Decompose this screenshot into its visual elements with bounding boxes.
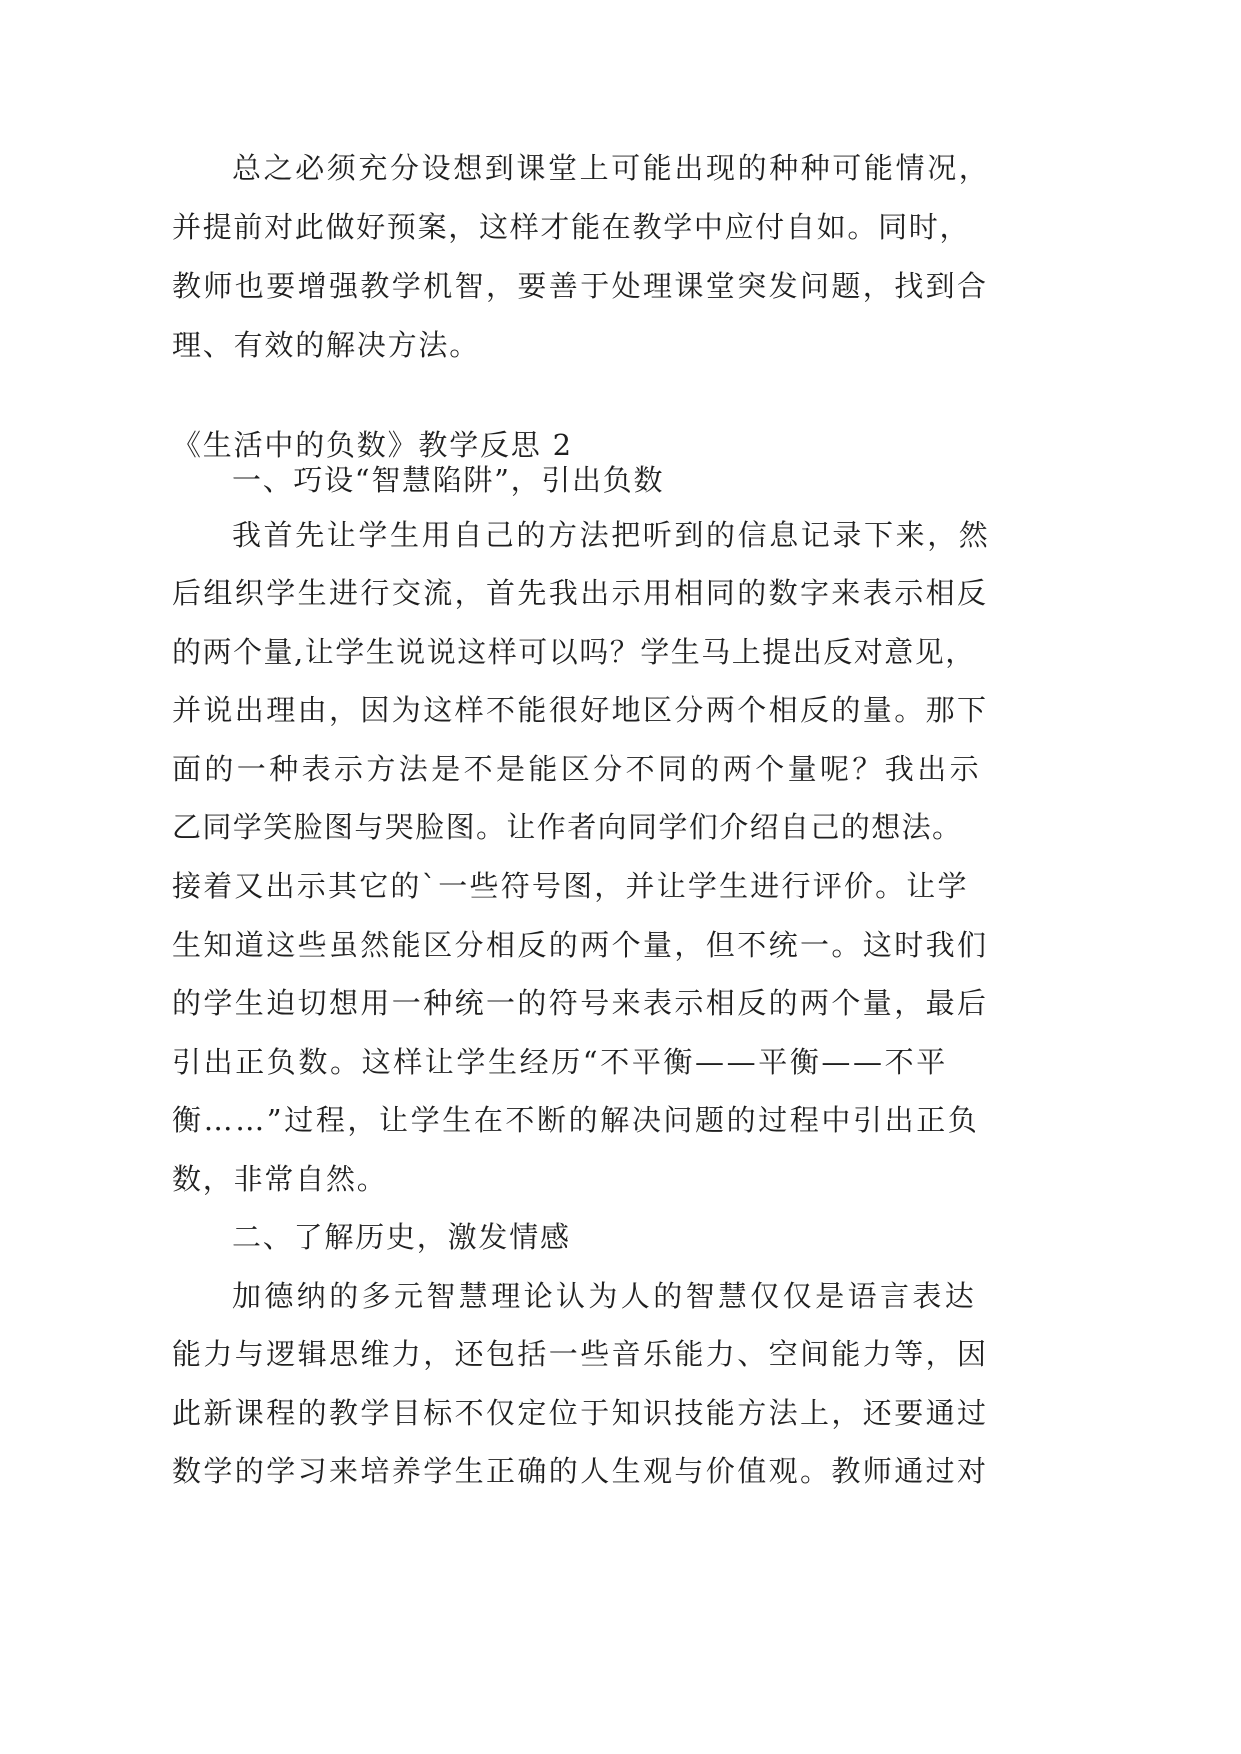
paragraph-line: 引出正负数。这样让学生经历“不平衡——平衡——不平 <box>172 1045 948 1079</box>
paragraph-line: 数，非常自然。 <box>172 1162 388 1196</box>
section-heading: 一、巧设“智慧陷阱”，引出负数 <box>232 463 665 497</box>
paragraph-line: 生知道这些虽然能区分相反的两个量，但不统一。这时我们 <box>172 928 989 962</box>
paragraph-line: 理、有效的解决方法。 <box>172 328 481 362</box>
paragraph-line: 数学的学习来培养学生正确的人生观与价值观。教师通过对 <box>172 1454 989 1488</box>
paragraph-line: 此新课程的教学目标不仅定位于知识技能方法上，还要通过 <box>172 1396 989 1430</box>
paragraph-line: 乙同学笑脸图与哭脸图。让作者向同学们介绍自己的想法。 <box>172 810 963 844</box>
paragraph-line: 接着又出示其它的`一些符号图，并让学生进行评价。让学 <box>172 869 969 903</box>
section-heading: 二、了解历史，激发情感 <box>232 1220 571 1254</box>
paragraph-line: 并说出理由，因为这样不能很好地区分两个相反的量。那下 <box>172 693 989 727</box>
paragraph-line: 的两个量,让学生说说这样可以吗？学生马上提出反对意见， <box>172 635 976 669</box>
paragraph-line: 加德纳的多元智慧理论认为人的智慧仅仅是语言表达 <box>232 1279 978 1313</box>
section-title: 《生活中的负数》教学反思 2 <box>172 428 573 462</box>
paragraph-line: 面的一种表示方法是不是能区分不同的两个量呢？我出示 <box>172 752 983 786</box>
paragraph-line: 教师也要增强教学机智，要善于处理课堂突发问题，找到合 <box>172 269 989 303</box>
paragraph-line: 并提前对此做好预案，这样才能在教学中应付自如。同时， <box>172 210 971 244</box>
paragraph-line: 的学生迫切想用一种统一的符号来表示相反的两个量，最后 <box>172 986 989 1020</box>
paragraph-line: 我首先让学生用自己的方法把听到的信息记录下来，然 <box>232 518 991 552</box>
paragraph-line: 衡……”过程，让学生在不断的解决问题的过程中引出正负 <box>172 1103 980 1137</box>
paragraph-line: 后组织学生进行交流，首先我出示用相同的数字来表示相反 <box>172 576 989 610</box>
paragraph-line: 总之必须充分设想到课堂上可能出现的种种可能情况， <box>232 151 991 185</box>
paragraph-line: 能力与逻辑思维力，还包括一些音乐能力、空间能力等，因 <box>172 1337 989 1371</box>
